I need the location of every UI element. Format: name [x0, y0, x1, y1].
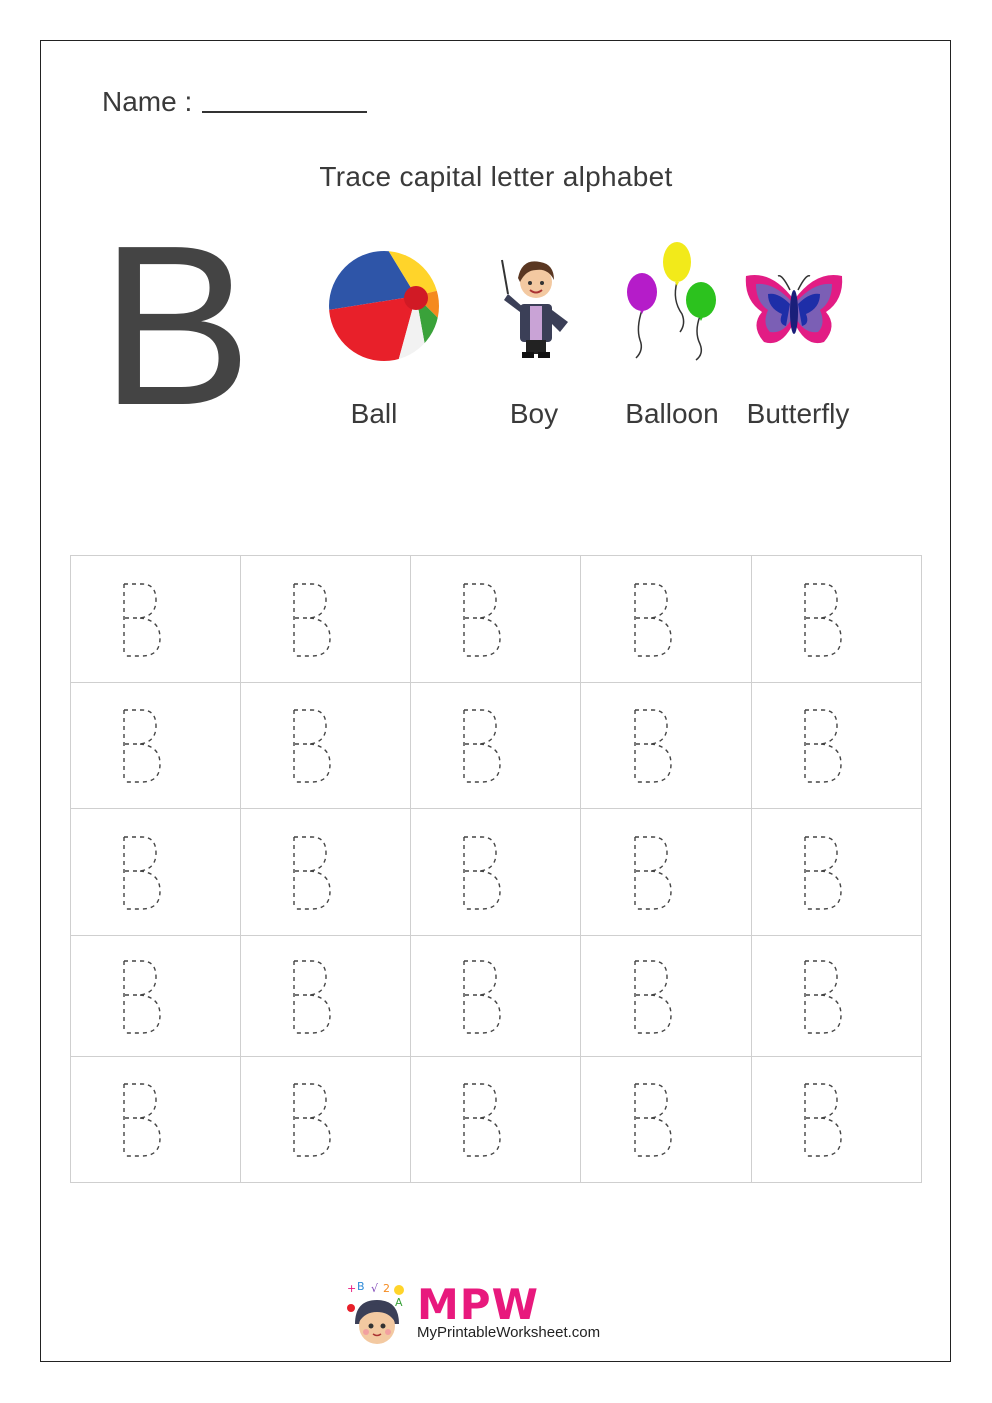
- tracing-grid: [70, 555, 922, 1183]
- trace-cell: [71, 556, 241, 683]
- name-label: Name :: [102, 86, 193, 117]
- dotted-letter-b: [631, 1080, 675, 1160]
- trace-cell: [411, 683, 581, 809]
- boy-teacher-icon: [494, 252, 574, 362]
- picture-label-ball: Ball: [350, 398, 398, 429]
- worksheet-title: Trace capital letter alphabet: [319, 161, 673, 192]
- svg-text:A: A: [395, 1296, 403, 1309]
- dotted-letter-b: [801, 833, 845, 913]
- picture-label-boy: Boy: [509, 398, 559, 429]
- dotted-letter-b: [290, 1080, 334, 1160]
- dotted-letter-b: [120, 580, 164, 660]
- trace-cell: [752, 556, 921, 683]
- dotted-letter-b: [460, 1080, 504, 1160]
- brand-logo-text: MPW: [417, 1280, 539, 1329]
- mpw-mascot-icon: [345, 1278, 415, 1348]
- trace-cell: [241, 683, 411, 809]
- dotted-letter-b: [460, 706, 504, 786]
- dotted-letter-b: [631, 833, 675, 913]
- picture-label-butterfly: Butterfly: [746, 398, 850, 429]
- dotted-letter-b: [290, 957, 334, 1037]
- dotted-letter-b: [801, 1080, 845, 1160]
- butterfly-icon: [742, 270, 846, 352]
- trace-cell: [411, 936, 581, 1057]
- dotted-letter-b: [631, 580, 675, 660]
- trace-cell: [581, 809, 752, 936]
- trace-cell: [241, 556, 411, 683]
- svg-text:+: +: [347, 1282, 357, 1295]
- balloons-icon: [622, 240, 722, 364]
- dotted-letter-b: [290, 833, 334, 913]
- svg-text:B: B: [357, 1280, 365, 1293]
- dotted-letter-b: [460, 957, 504, 1037]
- trace-cell: [411, 1057, 581, 1182]
- trace-cell: [752, 683, 921, 809]
- trace-cell: [71, 683, 241, 809]
- trace-cell: [71, 936, 241, 1057]
- trace-cell: [581, 556, 752, 683]
- trace-cell: [411, 556, 581, 683]
- dotted-letter-b: [460, 580, 504, 660]
- dotted-letter-b: [631, 706, 675, 786]
- dotted-letter-b: [290, 706, 334, 786]
- trace-cell: [71, 809, 241, 936]
- dotted-letter-b: [801, 957, 845, 1037]
- trace-cell: [752, 936, 921, 1057]
- trace-cell: [581, 1057, 752, 1182]
- dotted-letter-b: [801, 580, 845, 660]
- trace-cell: [752, 809, 921, 936]
- dotted-letter-b: [801, 706, 845, 786]
- svg-text:√: √: [371, 1282, 379, 1295]
- beach-ball-icon: [328, 250, 440, 362]
- trace-cell: [581, 683, 752, 809]
- footer-logo: [345, 1278, 635, 1348]
- trace-cell: [71, 1057, 241, 1182]
- big-letter: B: [100, 199, 253, 453]
- name-write-line: [202, 111, 367, 113]
- trace-cell: [241, 1057, 411, 1182]
- picture-label-balloon: Balloon: [625, 398, 719, 429]
- dotted-letter-b: [631, 957, 675, 1037]
- trace-cell: [241, 936, 411, 1057]
- dotted-letter-b: [120, 957, 164, 1037]
- trace-cell: [752, 1057, 921, 1182]
- dotted-letter-b: [120, 1080, 164, 1160]
- svg-text:2: 2: [383, 1282, 390, 1295]
- trace-cell: [581, 936, 752, 1057]
- site-url: MyPrintableWorksheet.com: [417, 1324, 601, 1341]
- dotted-letter-b: [120, 706, 164, 786]
- dotted-letter-b: [120, 833, 164, 913]
- trace-cell: [241, 809, 411, 936]
- dotted-letter-b: [460, 833, 504, 913]
- trace-cell: [411, 809, 581, 936]
- dotted-letter-b: [290, 580, 334, 660]
